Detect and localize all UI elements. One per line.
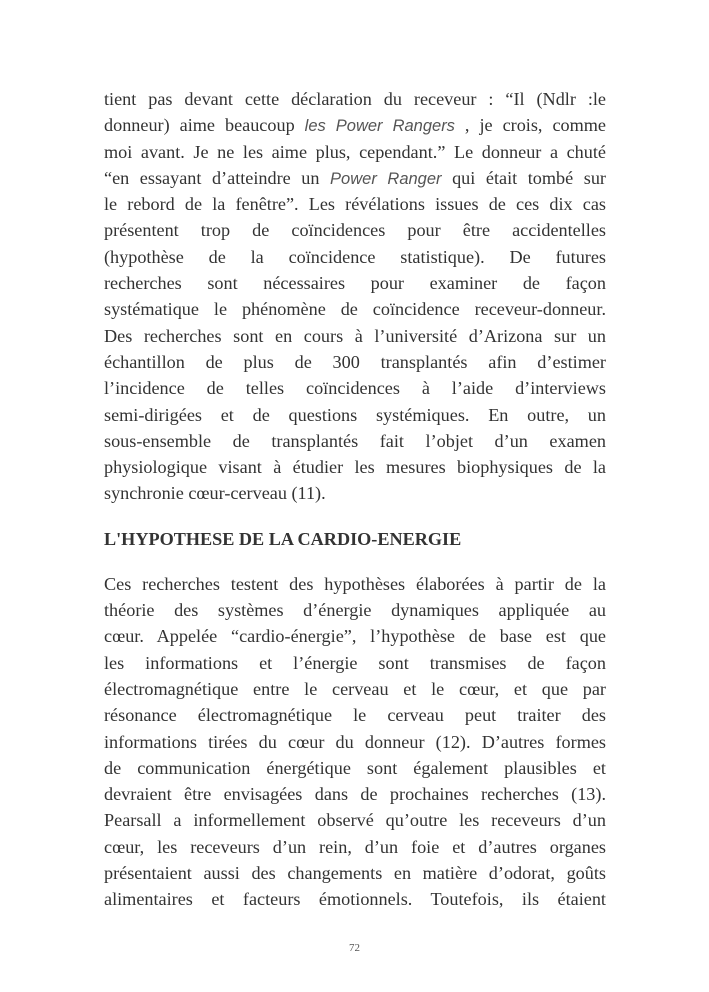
- text-segment: qui était tombé sur: [441, 167, 606, 188]
- text-line: [104, 807, 606, 833]
- text-line: [104, 270, 606, 296]
- text-line: [104, 139, 606, 165]
- text-line: [104, 886, 606, 912]
- text-line: [104, 323, 606, 349]
- text-segment: l’incidence de telles coïncidences à l’aide d’interviews: [104, 378, 606, 399]
- text-segment: échantillon de plus de 300 transplantés afin d’estimer: [104, 351, 606, 372]
- text-line: [104, 781, 606, 807]
- text-line: [104, 623, 606, 649]
- text-line: [104, 165, 606, 191]
- text-segment: physiologique visant à étudier les mesures biophysiques de la: [104, 457, 606, 478]
- page-number: 72: [349, 942, 360, 954]
- text-line: [104, 112, 606, 138]
- text-segment: présentent trop de coïncidences pour être accidentelles: [104, 220, 606, 241]
- text-segment: électromagnétique entre le cerveau et le cœur, et que par: [104, 678, 606, 699]
- document-page: [104, 86, 606, 913]
- text-line: [104, 349, 606, 375]
- text-line: [104, 375, 606, 401]
- text-line: [104, 597, 606, 623]
- text-line: [104, 480, 606, 506]
- section-heading: L'HYPOTHESE DE LA CARDIO-ENERGIE: [104, 528, 462, 549]
- text-segment: Pearsall a informellement observé qu’outre les receveurs d’un: [104, 810, 606, 831]
- text-line: [104, 571, 606, 597]
- text-segment: “en essayant d’atteindre un: [104, 167, 331, 188]
- text-segment: théorie des systèmes d’énergie dynamiques appliquée au: [104, 600, 606, 621]
- text-segment: , je crois, comme: [454, 115, 606, 136]
- text-segment: informations tirées du cœur du donneur (12). D’autres formes: [104, 731, 606, 752]
- text-line: [104, 402, 606, 428]
- text-segment: semi-dirigées et de questions systémiques. En outre, un: [104, 404, 606, 425]
- text-segment: cœur, les receveurs d’un rein, d’un foie et d’autres organes: [104, 836, 606, 857]
- text-segment: alimentaires et facteurs émotionnels. Toutefois, ils étaient: [104, 889, 606, 910]
- text-line: [104, 729, 606, 755]
- text-segment: synchronie cœur-cerveau (11).: [104, 483, 326, 504]
- text-segment: le rebord de la fenêtre”. Les révélations issues de ces dix cas: [104, 194, 606, 215]
- text-line: [104, 217, 606, 243]
- text-segment: Ces recherches testent des hypothèses élaborées à partir de la: [104, 573, 606, 594]
- text-segment: systématique le phénomène de coïncidence receveur-donneur.: [104, 299, 606, 320]
- text-segment: Des recherches sont en cours à l’université d’Arizona sur un: [104, 325, 606, 346]
- text-line: [104, 454, 606, 480]
- italic-text: les Power Rangers: [304, 117, 455, 136]
- text-line: [104, 428, 606, 454]
- paragraph-2: [104, 571, 606, 913]
- text-line: [104, 191, 606, 217]
- text-segment: moi avant. Je ne les aime plus, cependant.” Le donneur a chuté: [104, 141, 606, 162]
- text-line: [104, 702, 606, 728]
- text-line: [104, 834, 606, 860]
- text-segment: (hypothèse de la coïncidence statistique). De futures: [104, 246, 606, 267]
- text-segment: de communication énergétique sont également plausibles et: [104, 757, 606, 778]
- text-line: [104, 860, 606, 886]
- paragraph-1: [104, 86, 606, 507]
- text-line: [104, 650, 606, 676]
- text-segment: sous-ensemble de transplantés fait l’objet d’un examen: [104, 430, 606, 451]
- text-segment: résonance électromagnétique le cerveau peut traiter des: [104, 705, 606, 726]
- text-line: [104, 296, 606, 322]
- text-line: [104, 244, 606, 270]
- italic-text: Power Ranger: [330, 169, 442, 188]
- text-segment: présentaient aussi des changements en matière d’odorat, goûts: [104, 863, 606, 884]
- text-segment: les informations et l’énergie sont transmises de façon: [104, 652, 606, 673]
- text-segment: donneur) aime beaucoup: [104, 115, 305, 136]
- text-line: [104, 676, 606, 702]
- text-segment: recherches sont nécessaires pour examiner de façon: [104, 273, 606, 294]
- text-segment: devraient être envisagées dans de prochaines recherches (13).: [104, 784, 606, 805]
- text-segment: tient pas devant cette déclaration du receveur : “Il (Ndlr :le: [104, 89, 606, 109]
- text-line: [104, 755, 606, 781]
- text-line: [104, 86, 606, 112]
- text-segment: cœur. Appelée “cardio-énergie”, l’hypothèse de base est que: [104, 626, 606, 647]
